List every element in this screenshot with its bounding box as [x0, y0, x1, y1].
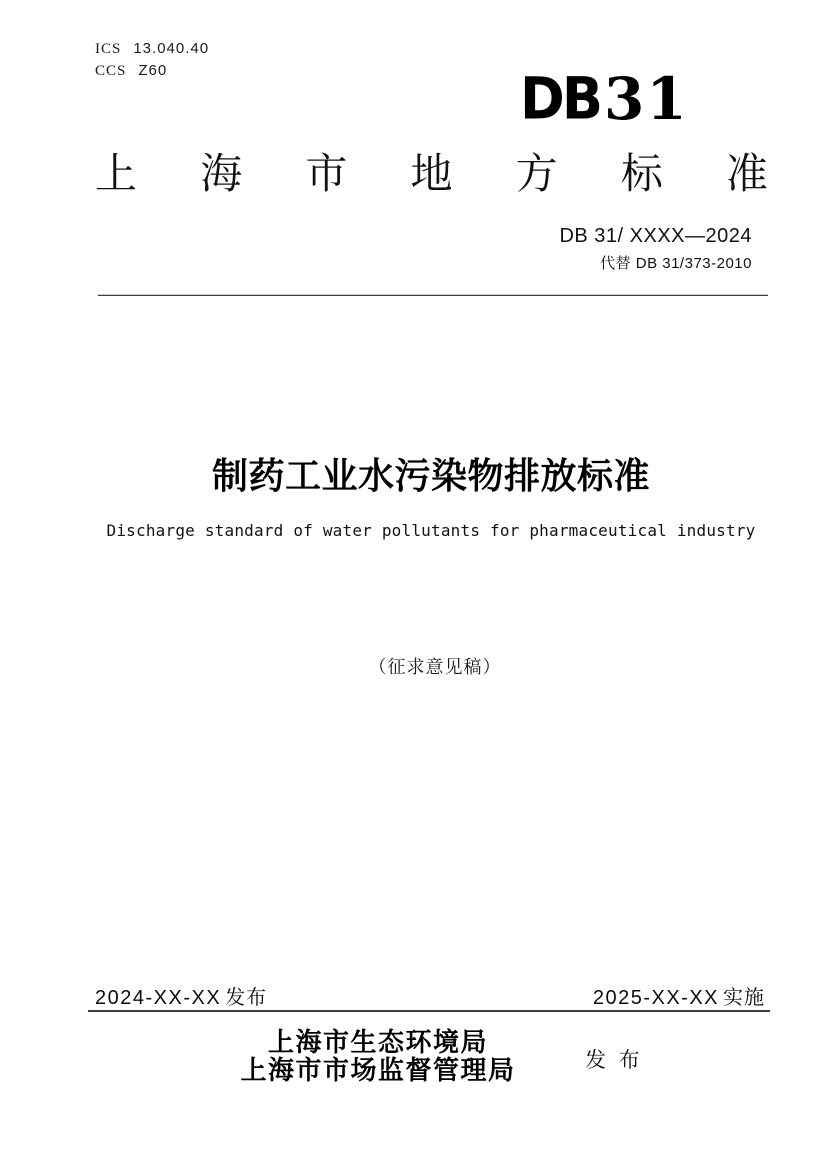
issue-date-value: 2024-XX-XX [95, 987, 222, 1009]
implement-date-label: 实施 [723, 987, 765, 1009]
document-title-english: Discharge standard of water pollutants for pharmaceutical industry [106, 521, 756, 540]
implement-date [593, 981, 765, 1010]
ccs-value: Z60 [138, 62, 168, 79]
document-title-chinese: 制药工业水污染物排放标准 [211, 455, 650, 496]
draft-status-note: （征求意见稿） [368, 657, 502, 678]
ics-label: ICS [95, 41, 122, 57]
ccs-label: CCS [95, 63, 127, 79]
implement-date-value: 2025-XX-XX [592, 987, 719, 1009]
issue-date [95, 981, 267, 1010]
publish-action-label: 发布 [585, 1049, 653, 1072]
ics-code [95, 40, 209, 58]
db31-logo-region: 31 [603, 65, 689, 133]
ccs-code [95, 62, 167, 80]
document-number: DB 31/ XXXX—2024 [559, 225, 752, 247]
db31-logo [520, 64, 689, 133]
header-divider-line [98, 294, 768, 296]
db31-logo-prefix: DB [520, 64, 600, 133]
standard-category-title: 上海市地方标准 [95, 150, 768, 197]
dates-row [95, 981, 765, 1010]
publisher-primary: 上海市生态环境局 [267, 1027, 488, 1057]
publisher-secondary: 上海市市场监督管理局 [240, 1055, 516, 1085]
footer-divider-line [88, 1010, 770, 1012]
ics-value: 13.040.40 [133, 40, 210, 57]
replaces-note: 代替 DB 31/373-2010 [600, 255, 752, 272]
issue-date-label: 发布 [225, 987, 268, 1009]
